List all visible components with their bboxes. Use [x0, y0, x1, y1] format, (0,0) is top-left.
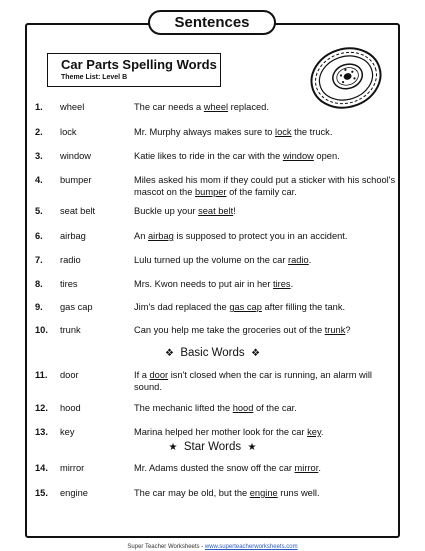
underlined-word: engine [249, 488, 278, 498]
row-number: 8. [35, 279, 43, 289]
spelling-word: airbag [60, 231, 86, 241]
star-icon: ★ [168, 442, 178, 453]
basic-words-label: Basic Words [180, 347, 245, 359]
spelling-word: window [60, 151, 92, 161]
example-sentence: The car may be old, but the engine runs well. [134, 488, 320, 498]
footer-link[interactable]: www.superteacherworksheets.com [204, 544, 298, 550]
spelling-word: lock [60, 127, 77, 137]
star-words-heading [0, 440, 425, 455]
theme-list-label: Theme List: Level B [61, 74, 128, 81]
row-number: 3. [35, 151, 43, 161]
underlined-word: airbag [147, 231, 174, 241]
underlined-word: radio [288, 255, 309, 265]
spelling-word: engine [60, 488, 88, 498]
row-number: 6. [35, 231, 43, 241]
example-sentence: Mr. Adams dusted the snow off the car mirror. [134, 463, 321, 473]
worksheet-title: Car Parts Spelling Words [61, 57, 217, 72]
row-number: 14. [35, 463, 48, 473]
row-number: 15. [35, 488, 48, 498]
underlined-word: wheel [203, 102, 229, 112]
spelling-word: gas cap [60, 302, 93, 312]
underlined-word: bumper [194, 186, 227, 197]
underlined-word: hood [232, 403, 254, 413]
diamond-icon: ❖ [164, 348, 174, 359]
sentences-tab-title: Sentences [148, 10, 276, 35]
title-box [47, 53, 221, 87]
example-sentence: Marina helped her mother look for the car key. [134, 427, 324, 437]
row-number: 10. [35, 325, 48, 335]
star-words-label: Star Words [183, 441, 242, 453]
spelling-word: radio [60, 255, 81, 265]
spelling-word: hood [60, 403, 81, 413]
underlined-word: mirror [294, 463, 319, 473]
example-sentence: An airbag is supposed to protect you in an accident. [134, 231, 348, 241]
spelling-word: key [60, 427, 75, 437]
diamond-icon: ❖ [251, 348, 261, 359]
row-number: 12. [35, 403, 48, 413]
example-sentence: Katie likes to ride in the car with the window open. [134, 151, 340, 161]
row-number: 13. [35, 427, 48, 437]
row-number: 9. [35, 302, 43, 312]
row-number: 1. [35, 102, 43, 112]
spelling-word: bumper [60, 175, 92, 185]
spelling-word: trunk [60, 325, 81, 335]
underlined-word: tires [273, 279, 291, 289]
example-sentence: Lulu turned up the volume on the car radio. [134, 255, 312, 265]
example-sentence: Jim's dad replaced the gas cap after filling the tank. [134, 302, 346, 312]
basic-words-heading [0, 346, 425, 361]
example-sentence: The mechanic lifted the hood of the car. [134, 403, 297, 413]
spelling-word: seat belt [60, 206, 96, 216]
spelling-word: wheel [60, 102, 85, 112]
example-sentence: Mrs. Kwon needs to put air in her tires. [134, 279, 294, 289]
example-sentence: If a door isn't closed when the car is running, an alarm will sound. [134, 370, 372, 392]
example-sentence: Buckle up your seat belt! [134, 206, 236, 216]
row-number: 11. [35, 370, 48, 380]
underlined-word: gas cap [229, 302, 262, 312]
example-sentence: Can you help me take the groceries out of the trunk? [134, 325, 351, 335]
row-number: 4. [35, 175, 43, 185]
underlined-word: door [149, 370, 169, 380]
underlined-word: window [282, 151, 314, 161]
underlined-word: lock [275, 127, 292, 137]
example-sentence: The car needs a wheel replaced. [134, 102, 269, 112]
row-number: 7. [35, 255, 43, 265]
example-sentence: Mr. Murphy always makes sure to lock the truck. [134, 127, 333, 137]
underlined-word: trunk [324, 325, 346, 335]
row-number: 2. [35, 127, 43, 137]
underlined-word: seat belt [198, 206, 234, 216]
example-sentence: Miles asked his mom if they could put a sticker with his school's mascot on the bumper of the family car. [134, 175, 396, 197]
underlined-word: key [307, 427, 321, 437]
spelling-word: mirror [60, 463, 85, 473]
spelling-word: door [60, 370, 79, 380]
star-icon: ★ [247, 442, 257, 453]
spelling-word: tires [60, 279, 78, 289]
row-number: 5. [35, 206, 43, 216]
footer-text: Super Teacher Worksheets - [127, 544, 205, 550]
